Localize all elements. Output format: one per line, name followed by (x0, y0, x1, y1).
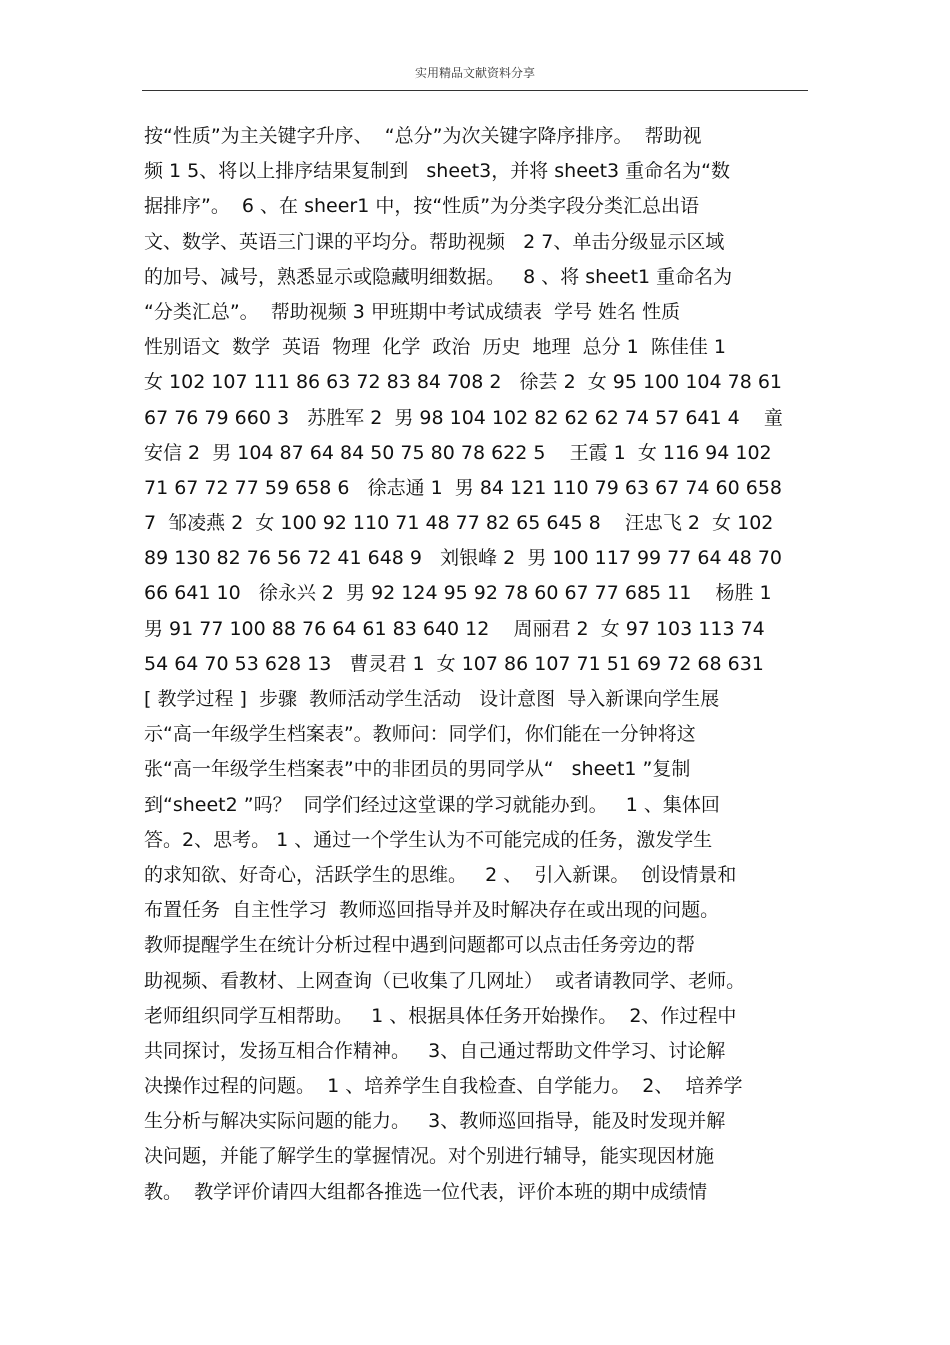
text-line: 性别语文 数学 英语 物理 化学 政治 历史 地理 总分 1 陈佳佳 1 (144, 336, 726, 359)
text-line: 文、数学、英语三门课的平均分。帮助视频 2 7、单击分级显示区域 (144, 230, 725, 253)
text-line: 共同探讨，发扬互相合作精神。 3、自己通过帮助文件学习、讨论解 (144, 1039, 726, 1062)
document-body (144, 119, 812, 1210)
text-line: 到“sheet2 ”吗？ 同学们经过这堂课的学习就能办到。 1 、集体回 (144, 793, 720, 816)
text-line: “分类汇总”。 帮助视频 3 甲班期中考试成绩表 学号 姓名 性质 (144, 300, 681, 323)
text-line: 67 76 79 660 3 苏胜军 2 男 98 104 102 82 62 62 74 57 641 4 童 (144, 406, 783, 429)
text-line: 据排序”。 6 、在 sheer1 中，按“性质”为分类字段分类汇总出语 (144, 195, 700, 218)
text-line: 安信 2 男 104 87 64 84 50 75 80 78 622 5 王霞 1 女 116 94 102 (144, 441, 772, 464)
text-line: 66 641 10 徐永兴 2 男 92 124 95 92 78 60 67 77 685 11 杨胜 1 (144, 582, 772, 605)
text-line: 教。 教学评价请四大组都各推选一位代表，评价本班的期中成绩情 (144, 1180, 708, 1203)
text-line: 54 64 70 53 628 13 曹灵君 1 女 107 86 107 71 51 69 72 68 631 (144, 652, 764, 675)
text-line: 答。2、思考。 1 、通过一个学生认为不可能完成的任务，激发学生 (144, 828, 713, 851)
text-line: 的加号、减号，熟悉显示或隐藏明细数据。 8 、将 sheet1 重命名为 (144, 265, 733, 288)
text-line: 频 1 5、将以上排序结果复制到 sheet3，并将 sheet3 重命名为“数 (144, 160, 731, 183)
header-divider (142, 90, 808, 91)
text-line: 布置任务 自主性学习 教师巡回指导并及时解决存在或出现的问题。 (144, 899, 720, 922)
text-line: 男 91 77 100 88 76 64 61 83 640 12 周丽君 2 女 97 103 113 74 (144, 617, 765, 640)
page-header-title: 实用精品文献资料分享 (414, 66, 535, 80)
text-line: 71 67 72 77 59 658 6 徐志通 1 男 84 121 110 79 63 67 74 60 658 (144, 476, 783, 499)
text-line: 89 130 82 76 56 72 41 648 9 刘银峰 2 男 100 117 99 77 64 48 70 (144, 547, 783, 570)
text-line: 7 邹凌燕 2 女 100 92 110 71 48 77 82 65 645 8 汪忠飞 2 女 102 (144, 512, 774, 535)
text-line: 的求知欲、好奇心，活跃学生的思维。 2 、 引入新课。 创设情景和 (144, 863, 737, 886)
text-line: 助视频、看教材、上网查询（已收集了几网址） 或者请教同学、老师。 (144, 969, 746, 992)
text-line: 老师组织同学互相帮助。 1 、根据具体任务开始操作。 2、作过程中 (144, 1004, 737, 1027)
text-line: 张“高一年级学生档案表”中的非团员的男同学从“ sheet1 ”复制 (144, 758, 691, 781)
text-line: 女 102 107 111 86 63 72 83 84 708 2 徐芸 2 女 95 100 104 78 61 (144, 371, 783, 394)
text-line: 生分析与解决实际问题的能力。 3、教师巡回指导，能及时发现并解 (144, 1110, 726, 1133)
text-line: [ 教学过程 ] 步骤 教师活动学生活动 设计意图 导入新课向学生展 (144, 688, 720, 710)
text-line: 按“性质”为主关键字升序、 “总分”为次关键字降序排序。 帮助视 (144, 125, 702, 147)
text-line: 决操作过程的问题。 1 、培养学生自我检查、自学能力。 2、 培养学 (144, 1075, 743, 1098)
text-line: 示“高一年级学生档案表”。教师问：同学们，你们能在一分钟将这 (144, 723, 696, 746)
text-line: 决问题，并能了解学生的掌握情况。对个别进行辅导，能实现因材施 (144, 1145, 715, 1168)
text-line: 教师提醒学生在统计分析过程中遇到问题都可以点击任务旁边的帮 (144, 934, 696, 957)
